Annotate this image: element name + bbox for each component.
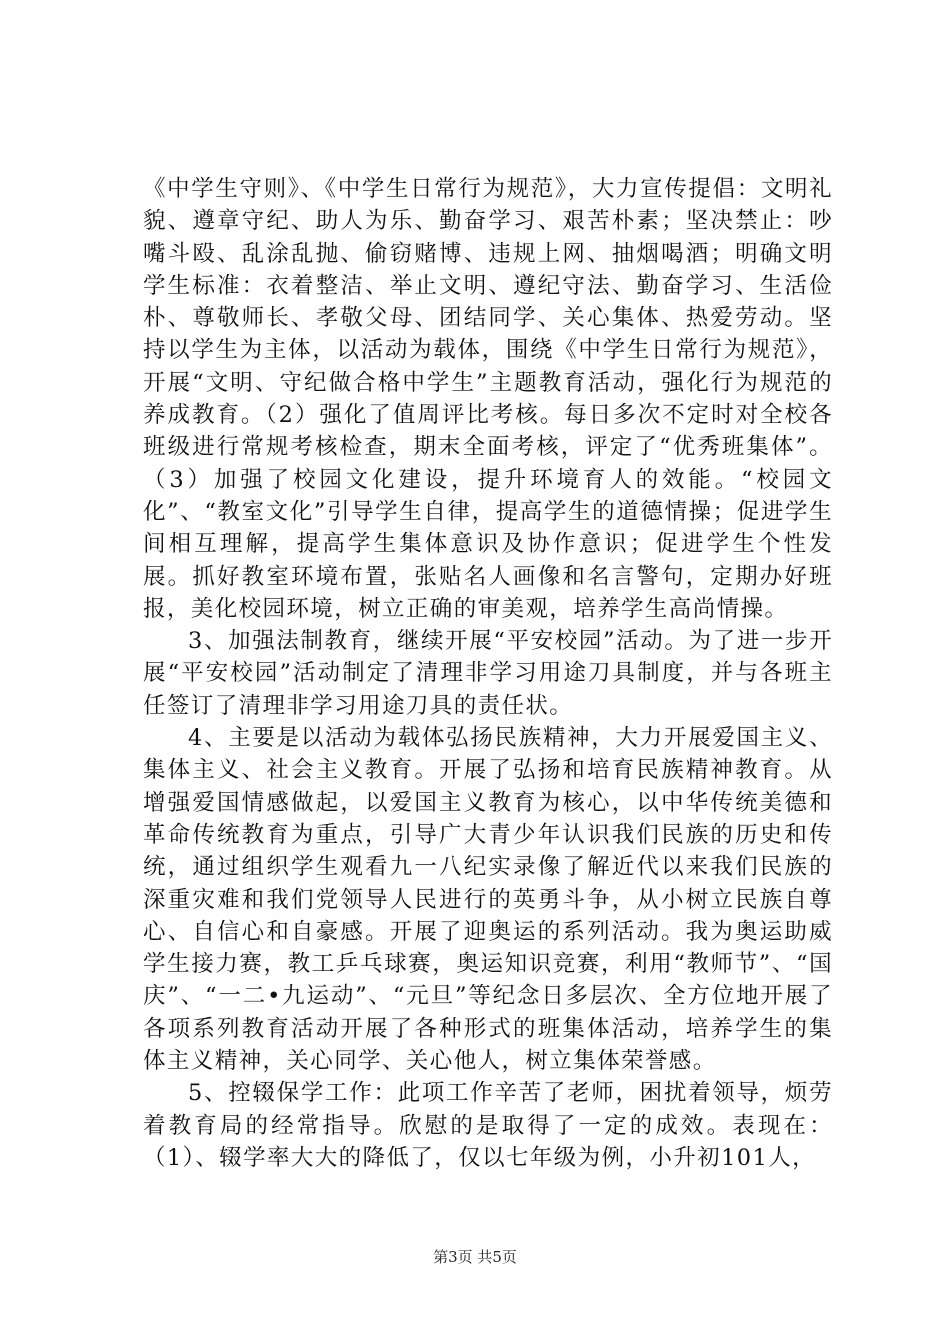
paragraph-item-4: 4、主要是以活动为载体弘扬民族精神，大力开展爱国主义、集体主义、社会主义教育。开展了弘扬和培育民族精神教育。从增强爱国情感做起，以爱国主义教育为核心，以中华传统美德和革命传统教育为重点，引导广大青少年认识我们民族的历史和传统，通过组织学生观看九一八纪实录像了解近代以来我们民族的深重灾难和我们党领导人民进行的英勇斗争，从小树立民族自尊心、自信心和自豪感。开展了迎奥运的系列活动。我为奥运助威学生接力赛，教工乒乓球赛，奥运知识竞赛，利用“教师节”、“国庆”、“一二•九运动”、“元旦”等纪念日多层次、全方位地开展了各项系列教育活动开展了各种形式的班集体活动，培养学生的集体主义精神，关心同学、关心他人，树立集体荣誉感。	[143, 725, 833, 1075]
paragraph-item-3: 3、加强法制教育，继续开展“平安校园”活动。为了进一步开展“平安校园”活动制定了清理非学习用途刀具制度，并与各班主任签订了清理非学习用途刀具的责任状。	[143, 628, 833, 719]
page-footer: 第3页 共5页	[433, 1248, 517, 1266]
paragraph-item-5: 5、控辍保学工作：此项工作辛苦了老师，困扰着领导，烦劳着教育局的经常指导。欣慰的是取得了一定的成效。表现在：（1）、辍学率大大的降低了，仅以七年级为例，小升初101人，	[143, 1080, 833, 1171]
paragraph-continued: 《中学生守则》、《中学生日常行为规范》，大力宣传提倡：文明礼貌、遵章守纪、助人为乐、勤奋学习、艰苦朴素；坚决禁止：吵嘴斗殴、乱涂乱抛、偷窃赌博、违规上网、抽烟喝酒；明确文明学生标准：衣着整洁、举止文明、遵纪守法、勤奋学习、生活俭朴、尊敬师长、孝敬父母、团结同学、关心集体、热爱劳动。坚持以学生为主体，以活动为载体，围绕《中学生日常行为规范》，开展“文明、守纪做合格中学生”主题教育活动，强化行为规范的养成教育。（2）强化了值周评比考核。每日多次不定时对全校各班级进行常规考核检查，期末全面考核，评定了“优秀班集体”。（3）加强了校园文化建设，提升环境育人的效能。“校园文化”、“教室文化”引导学生自律，提高学生的道德情操；促进学生间相互理解，提高学生集体意识及协作意识；促进学生个性发展。抓好教室环境布置，张贴名人画像和名言警句，定期办好班报，美化校园环境，树立正确的审美观，培养学生高尚情操。	[143, 176, 833, 622]
document-body	[143, 173, 833, 1174]
